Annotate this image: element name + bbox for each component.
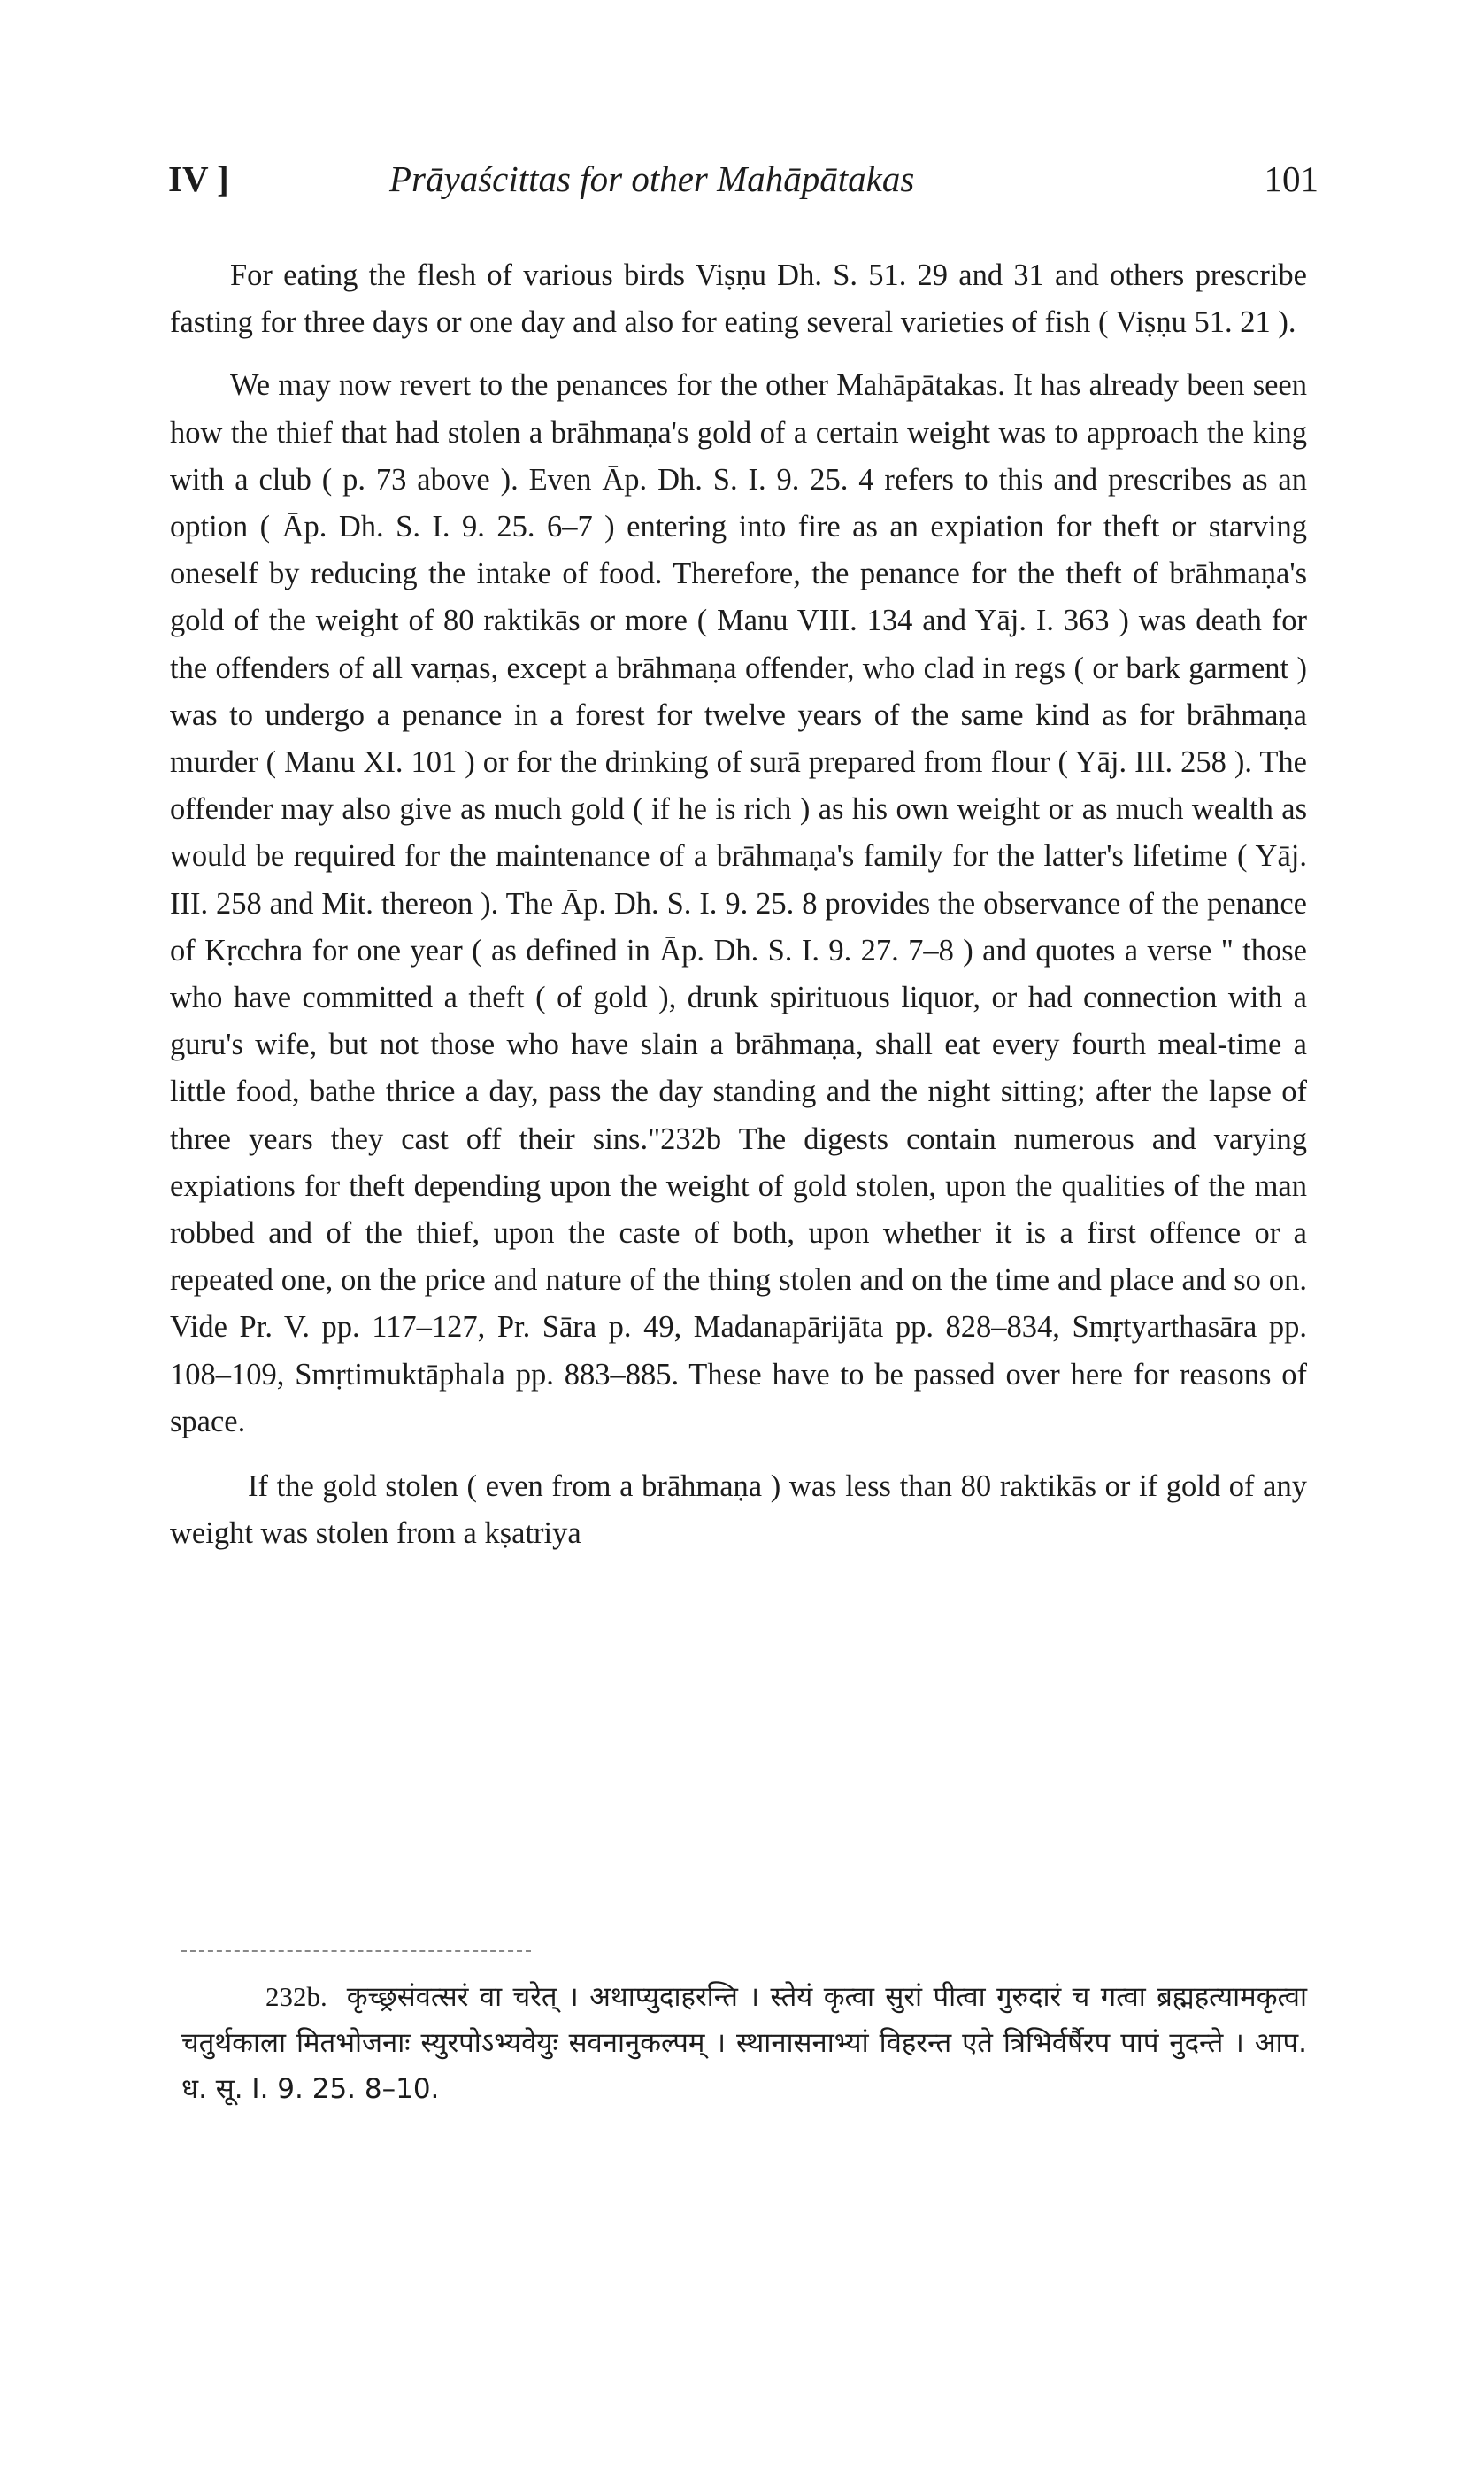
running-header — [168, 158, 1319, 211]
chapter-number: IV ] — [168, 158, 229, 199]
paragraph-bird-flesh: For eating the flesh of various birds Viṣṇu Dh. S. 51. 29 and 31 and others prescribe fasting for three days or one day and also for eating several varieties of fish ( Viṣṇu 51. 21 ). — [170, 258, 1307, 340]
paragraph-theft-penance: We may now revert to the penances for the other Mahāpātakas. It has already been seen how the thief that had stolen a brāhmaṇa's gold of a certain weight was to approach the king with a club ( p. 73 above ). Even Āp. Dh. S. I. 9. 25. 4 refers to this and prescribes as an option ( Āp. Dh. S. I. 9. 25. 6–7 ) entering into fire as an expiation for theft or starving oneself by reducing the intake of food. Therefore, the penance for the theft of brāhmaṇa's gold of the weight of 80 raktikās or more ( Manu VIII. 134 and Yāj. I. 363 ) was death for the offenders of all varṇas, except a brāhmaṇa offender, who clad in regs ( or bark garment ) was to undergo a penance in a forest for twelve years of the same kind as for brāhmaṇa murder ( Manu XI. 101 ) or for the drinking of surā prepared from flour ( Yāj. III. 258 ). The offender may also give as much gold ( if he is rich ) as his own weight or as much wealth as would be required for the maintenance of a brāhmaṇa's family for the latter's lifetime ( Yāj. III. 258 and Mit. thereon ). The Āp. Dh. S. I. 9. 25. 8 provides the observance of the penance of Kṛcchra for one year ( as defined in Āp. Dh. S. I. 9. 27. 7–8 ) and quotes a verse " those who have committed a theft ( of gold ), drunk spirituous liquor, or had connection with a guru's wife, but not those who have slain a brāhmaṇa, shall eat every fourth meal-time a little food, bathe thrice a day, pass the day standing and the night sitting; after the lapse of three years they cast off their sins."232b The digests contain numerous and varying expiations for theft depending upon the weight of gold stolen, upon the qualities of the man robbed and of the thief, upon the caste of both, upon whether it is a first offence or a repeated one, on the price and nature of the thing stolen and on the time and place and so on. Vide Pr. V. pp. 117–127, Pr. Sāra p. 49, Madanapārijāta pp. 828–834, Smṛtyarthasāra pp. 108–109, Smṛtimuktāphala pp. 883–885. These have to be passed over here for reasons of space. — [170, 368, 1307, 1438]
footnote-label: 232b. — [265, 1981, 327, 2012]
body-text — [170, 252, 1307, 1573]
page-number: 101 — [1264, 158, 1319, 199]
footnote-sanskrit-text: कृच्छ्रसंवत्सरं वा चरेत् । अथाप्युदाहरन्ति । स्तेयं कृत्वा सुरां पीत्वा गुरुदारं च गत्वा ब्रह्महत्यामकृत्वा चतुर्थकाला मितभोजनाः स्युरपोऽभ्यवेयुः सवनानुकल्पम् । स्थानासनाभ्यां विहरन्त एते त्रिभिर्वर्षैरप पापं नुदन्ते । आप. ध. सू. I. 9. 25. 8–10. — [181, 1981, 1307, 2105]
running-title: Prāyaścittas for other Mahāpātakas — [389, 158, 915, 199]
paragraph-gold-stolen: If the gold stolen ( even from a brāhmaṇa ) was less than 80 raktikās or if gold of any weight was stolen from a kṣatriya — [170, 1469, 1307, 1551]
footnote-divider — [181, 1950, 531, 1952]
footnote — [181, 1974, 1307, 2112]
